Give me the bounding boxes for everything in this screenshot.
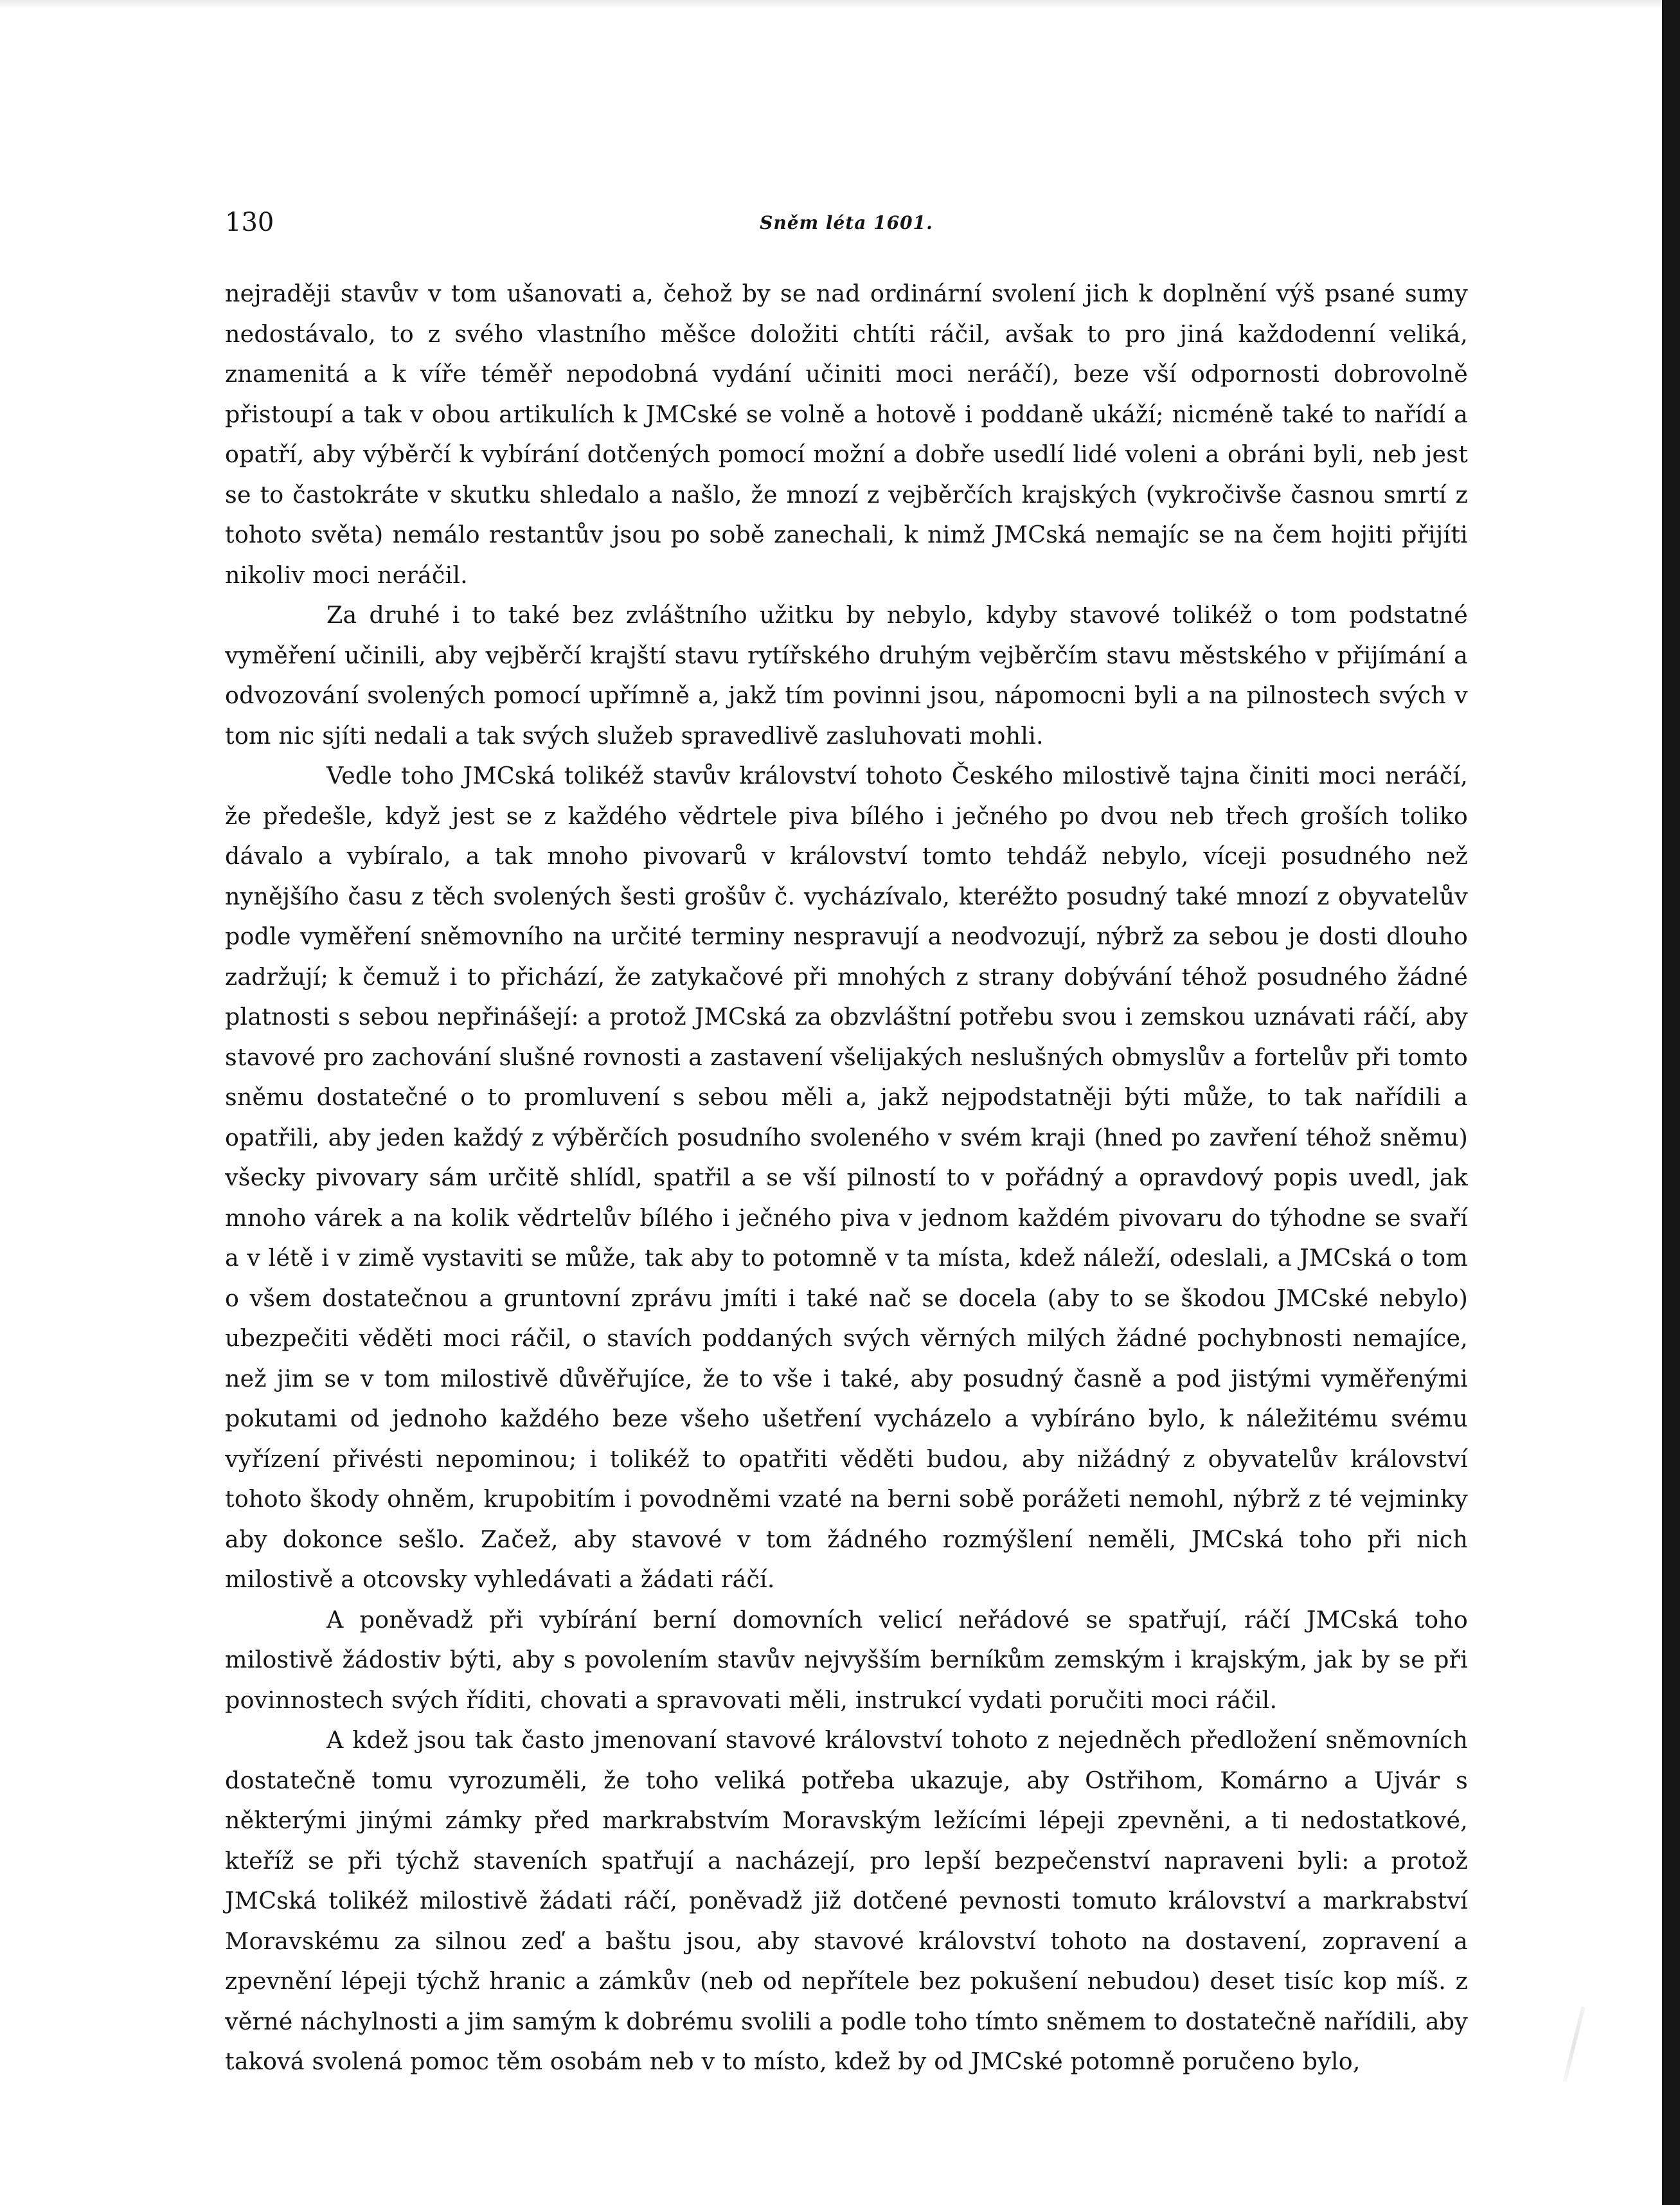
paragraph-1: nejraději stavův v tom ušanovati a, čehož by se nad ordinární svolení jich k doplnění výš psané sumy nedostávalo, to z svého vlastního měšce doložiti chtíti ráčil, avšak to pro jiná každodenní veliká, znamenitá a k víře téměř nepodobná vydání učiniti moci neráčí), beze vší odpornosti dobrovolně přistoupí a tak v obou artikulích k JMCské se volně a hotově i poddaně ukáží; nicméně také to nařídí a opatří, aby výběrčí k vybírání dotčených pomocí možní a dobře usedlí lidé voleni a obráni byli, neb jest se to častokráte v skutku shledalo a našlo, že mnozí z vejběrčích krajských (vykročivše časnou smrtí z tohoto světa) nemálo restantův jsou po sobě zanechali, k nimž JMCská nemajíc se na čem hojiti přijíti nikoliv moci neráčil. [225,280,1468,589]
page-number: 130 [225,208,274,237]
running-title: Sněm léta 1601. [760,212,933,233]
book-page [225,204,1468,2120]
running-head [225,204,1468,249]
paragraph-2: Za druhé i to také bez zvláštního užitku by nebylo, kdyby stavové tolikéž o tom podstatné vyměření učinili, aby vejběrčí krajští stavu rytířského druhým vejběrčím stavu městského v přijímání a odvozování svolených pomocí upřímně a, jakž tím povinni jsou, nápomocni byli a na pilnostech svých v tom nic sjíti nedali a tak svých služeb spravedlivě zasluhovati mohli. [225,601,1468,750]
scan-artifact-mark [1563,2006,1586,2082]
scan-edge-right [1662,0,1680,2205]
paragraph-5: A kdež jsou tak často jmenovaní stavové království tohoto z nejedněch předložení sněmovních dostatečně tomu vyrozuměli, že toho veliká potřeba ukazuje, aby Ostřihom, Komárno a Ujvár s některými jinými zámky před markrabstvím Moravským ležícími lépeji zpevněni, a ti nedostatkové, kteříž se při týchž staveních spatřují a nacházejí, pro lepší bezpečenství napraveni byli: a protož JMCská tolikéž milostivě žádati ráčí, poněvadž již dotčené pevnosti tomuto království a markrabství Moravskému za silnou zeď a baštu jsou, aby stavové království tohoto na dostavení, zopravení a zpevnění lépeji týchž hranic a zámkův (neb od nepřítele bez pokušení nebudou) deset tisíc kop míš. z věrné náchylnosti a jim samým k dobrému svolili a podle toho tímto sněmem to dostatečně nařídili, aby taková svolená pomoc těm osobám neb v to místo, kdež by od JMCské potomně poručeno bylo, [225,1726,1468,2075]
scan-edge-top [0,0,1680,9]
body-text [225,274,1468,2082]
paragraph-3: Vedle toho JMCská tolikéž stavův království tohoto Českého milostivě tajna činiti moci neráčí, že předešle, když jest se z každého vědrtele piva bílého i ječného po dvou neb třech groších toliko dávalo a vybíralo, a tak mnoho pivovarů v království tomto tehdáž nebylo, víceji posudného než nynějšího času z těch svolených šesti grošův č. vycházívalo, kteréžto posudný také mnozí z obyvatelův podle vyměření sněmovního na určité terminy nespravují a neodvozují, nýbrž za sebou je dosti dlouho zadržují; k čemuž i to přichází, že zatykačové při mnohých z strany dobývání téhož posudného žádné platnosti s sebou nepřinášejí: a protož JMCská za obzvláštní potřebu svou i zemskou uznávati ráčí, aby stavové pro zachování slušné rovnosti a zastavení všelijakých neslušných obmyslův a fortelův při tomto sněmu dostatečné o to promluvení s sebou měli a, jakž nejpodstatněji býti může, to tak nařídili a opatřili, aby jeden každý z výběrčích posudního svoleného v svém kraji (hned po zavření téhož sněmu) všecky pivovary sám určitě shlídl, spatřil a se vší pilností to v pořádný a opravdový popis uvedl, jak mnoho várek a na kolik vědrtelův bílého i ječného piva v jednom každém pivovaru do týhodne se svaří a v létě i v zimě vystaviti se může, tak aby to potomně v ta místa, kdež náleží, odeslali, a JMCská o tom o všem dostatečnou a gruntovní zprávu jmíti i také nač se docela (aby to se škodou JMCské nebylo) ubezpečiti věděti moci ráčil, o stavích poddaných svých věrných milých žádné pochybnosti nemajíce, než jim se v tom milostivě důvěřujíce, že to vše i také, aby posudný časně a pod jistými vyměřenými pokutami od jednoho každého beze všeho ušetření vycházelo a vybíráno bylo, k náležitému svému vyřízení přivésti nepominou; i tolikéž to opatřiti věděti budou, aby nižádný z obyvatelův království tohoto škody ohněm, krupobitím i povodněmi vzaté na berni sobě porážeti nemohl, nýbrž z té vejminky aby dokonce sešlo. Začež, aby stavové v tom žádného rozmýšlení neměli, JMCská toho při nich milostivě a otcovsky vyhledávati a žádati ráčí. [225,762,1468,1593]
paragraph-4: A poněvadž při vybírání berní domovních velicí neřádové se spatřují, ráčí JMCská toho milostivě žádostiv býti, aby s povolením stavův nejvyšším berníkům zemským i krajským, jak by se při povinnostech svých říditi, chovati a spravovati měli, instrukcí vydati poručiti moci ráčil. [225,1605,1468,1714]
